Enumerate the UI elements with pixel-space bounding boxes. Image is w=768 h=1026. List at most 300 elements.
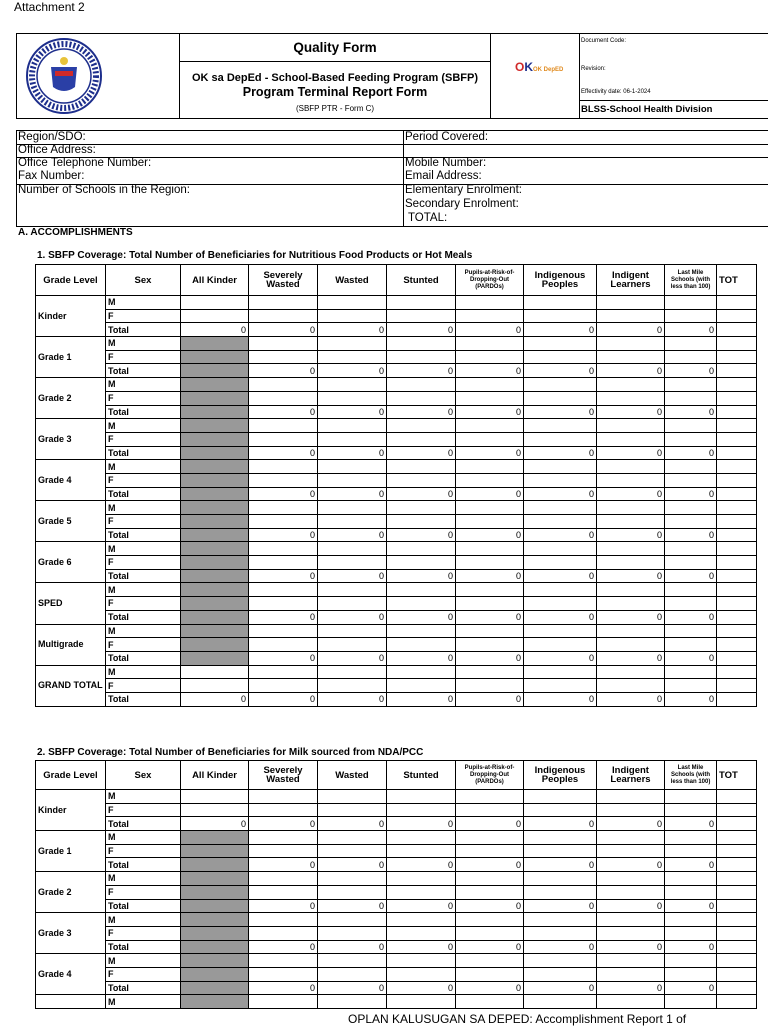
value-cell[interactable] xyxy=(249,831,318,845)
value-cell[interactable]: 0 xyxy=(387,981,456,995)
value-cell[interactable] xyxy=(181,624,249,638)
value-cell[interactable]: 0 xyxy=(524,817,597,831)
value-cell[interactable] xyxy=(524,337,597,351)
value-cell[interactable] xyxy=(524,995,597,1009)
value-cell[interactable] xyxy=(597,515,665,529)
value-cell[interactable] xyxy=(597,432,665,446)
value-cell[interactable]: 0 xyxy=(318,981,387,995)
value-cell[interactable] xyxy=(597,954,665,968)
value-cell[interactable] xyxy=(181,296,249,310)
value-cell[interactable] xyxy=(181,790,249,804)
value-cell[interactable]: 0 xyxy=(456,487,524,501)
value-cell[interactable] xyxy=(456,624,524,638)
value-cell[interactable] xyxy=(717,926,757,940)
value-cell[interactable]: 0 xyxy=(665,858,717,872)
value-cell[interactable] xyxy=(524,350,597,364)
value-cell[interactable] xyxy=(717,309,757,323)
value-cell[interactable] xyxy=(524,831,597,845)
value-cell[interactable] xyxy=(456,583,524,597)
value-cell[interactable] xyxy=(181,995,249,1009)
value-cell[interactable] xyxy=(456,473,524,487)
value-cell[interactable] xyxy=(387,872,456,886)
value-cell[interactable]: 0 xyxy=(524,446,597,460)
value-cell[interactable]: 0 xyxy=(597,446,665,460)
value-cell[interactable] xyxy=(665,460,717,474)
value-cell[interactable]: 0 xyxy=(249,528,318,542)
value-cell[interactable] xyxy=(387,337,456,351)
value-cell[interactable] xyxy=(597,501,665,515)
value-cell[interactable]: 0 xyxy=(249,446,318,460)
value-cell[interactable] xyxy=(181,872,249,886)
value-cell[interactable]: 0 xyxy=(249,569,318,583)
value-cell[interactable] xyxy=(665,432,717,446)
value-cell[interactable] xyxy=(318,432,387,446)
value-cell[interactable] xyxy=(597,831,665,845)
value-cell[interactable] xyxy=(249,391,318,405)
value-cell[interactable]: 0 xyxy=(249,692,318,706)
value-cell[interactable] xyxy=(717,323,757,337)
value-cell[interactable] xyxy=(387,803,456,817)
value-cell[interactable]: 0 xyxy=(524,899,597,913)
value-cell[interactable] xyxy=(318,995,387,1009)
value-cell[interactable] xyxy=(456,337,524,351)
value-cell[interactable] xyxy=(387,665,456,679)
value-cell[interactable] xyxy=(717,954,757,968)
value-cell[interactable] xyxy=(524,926,597,940)
value-cell[interactable] xyxy=(249,378,318,392)
value-cell[interactable] xyxy=(181,831,249,845)
value-cell[interactable] xyxy=(318,885,387,899)
value-cell[interactable] xyxy=(318,913,387,927)
value-cell[interactable]: 0 xyxy=(456,446,524,460)
value-cell[interactable] xyxy=(387,583,456,597)
value-cell[interactable]: 0 xyxy=(181,323,249,337)
value-cell[interactable] xyxy=(665,556,717,570)
value-cell[interactable]: 0 xyxy=(597,651,665,665)
value-cell[interactable] xyxy=(318,844,387,858)
value-cell[interactable]: 0 xyxy=(387,817,456,831)
value-cell[interactable]: 0 xyxy=(387,323,456,337)
value-cell[interactable]: 0 xyxy=(665,364,717,378)
value-cell[interactable]: 0 xyxy=(249,323,318,337)
value-cell[interactable]: 0 xyxy=(387,569,456,583)
value-cell[interactable]: 0 xyxy=(456,610,524,624)
value-cell[interactable]: 0 xyxy=(665,940,717,954)
value-cell[interactable] xyxy=(597,597,665,611)
value-cell[interactable] xyxy=(318,501,387,515)
value-cell[interactable]: 0 xyxy=(665,692,717,706)
value-cell[interactable] xyxy=(524,309,597,323)
value-cell[interactable] xyxy=(665,337,717,351)
value-cell[interactable] xyxy=(181,610,249,624)
value-cell[interactable] xyxy=(387,309,456,323)
value-cell[interactable] xyxy=(717,419,757,433)
value-cell[interactable] xyxy=(717,872,757,886)
value-cell[interactable] xyxy=(597,638,665,652)
value-cell[interactable] xyxy=(665,790,717,804)
value-cell[interactable]: 0 xyxy=(318,858,387,872)
value-cell[interactable]: 0 xyxy=(318,528,387,542)
value-cell[interactable] xyxy=(249,844,318,858)
value-cell[interactable] xyxy=(524,624,597,638)
value-cell[interactable] xyxy=(387,391,456,405)
value-cell[interactable] xyxy=(717,817,757,831)
value-cell[interactable] xyxy=(456,391,524,405)
value-cell[interactable]: 0 xyxy=(597,981,665,995)
value-cell[interactable] xyxy=(181,364,249,378)
value-cell[interactable] xyxy=(665,638,717,652)
value-cell[interactable]: 0 xyxy=(387,487,456,501)
value-cell[interactable] xyxy=(717,405,757,419)
value-cell[interactable] xyxy=(181,569,249,583)
value-cell[interactable] xyxy=(665,624,717,638)
value-cell[interactable] xyxy=(456,831,524,845)
value-cell[interactable] xyxy=(665,872,717,886)
value-cell[interactable] xyxy=(181,954,249,968)
value-cell[interactable] xyxy=(181,940,249,954)
value-cell[interactable]: 0 xyxy=(597,817,665,831)
value-cell[interactable] xyxy=(597,872,665,886)
value-cell[interactable]: 0 xyxy=(387,446,456,460)
value-cell[interactable] xyxy=(318,624,387,638)
value-cell[interactable]: 0 xyxy=(387,858,456,872)
value-cell[interactable] xyxy=(524,679,597,693)
value-cell[interactable] xyxy=(597,967,665,981)
value-cell[interactable] xyxy=(597,803,665,817)
value-cell[interactable] xyxy=(665,831,717,845)
value-cell[interactable] xyxy=(717,831,757,845)
value-cell[interactable] xyxy=(387,913,456,927)
value-cell[interactable] xyxy=(456,665,524,679)
value-cell[interactable] xyxy=(318,391,387,405)
value-cell[interactable]: 0 xyxy=(318,364,387,378)
value-cell[interactable] xyxy=(456,501,524,515)
value-cell[interactable]: 0 xyxy=(318,610,387,624)
value-cell[interactable] xyxy=(717,528,757,542)
value-cell[interactable] xyxy=(249,501,318,515)
value-cell[interactable]: 0 xyxy=(597,323,665,337)
value-cell[interactable]: 0 xyxy=(665,528,717,542)
value-cell[interactable] xyxy=(665,803,717,817)
value-cell[interactable] xyxy=(181,446,249,460)
value-cell[interactable] xyxy=(249,460,318,474)
value-cell[interactable]: 0 xyxy=(181,692,249,706)
value-cell[interactable] xyxy=(249,337,318,351)
value-cell[interactable]: 0 xyxy=(665,610,717,624)
value-cell[interactable]: 0 xyxy=(318,446,387,460)
value-cell[interactable] xyxy=(665,515,717,529)
value-cell[interactable]: 0 xyxy=(249,405,318,419)
value-cell[interactable]: 0 xyxy=(318,899,387,913)
value-cell[interactable] xyxy=(456,679,524,693)
value-cell[interactable]: 0 xyxy=(524,364,597,378)
value-cell[interactable]: 0 xyxy=(456,651,524,665)
value-cell[interactable]: 0 xyxy=(524,569,597,583)
value-cell[interactable] xyxy=(318,419,387,433)
value-cell[interactable] xyxy=(456,926,524,940)
value-cell[interactable] xyxy=(181,926,249,940)
value-cell[interactable]: 0 xyxy=(597,858,665,872)
value-cell[interactable] xyxy=(387,419,456,433)
value-cell[interactable]: 0 xyxy=(524,610,597,624)
value-cell[interactable] xyxy=(181,913,249,927)
value-cell[interactable] xyxy=(249,872,318,886)
value-cell[interactable] xyxy=(249,995,318,1009)
value-cell[interactable] xyxy=(456,872,524,886)
value-cell[interactable]: 0 xyxy=(249,899,318,913)
value-cell[interactable]: 0 xyxy=(456,817,524,831)
value-cell[interactable] xyxy=(597,679,665,693)
value-cell[interactable]: 0 xyxy=(665,651,717,665)
value-cell[interactable] xyxy=(456,515,524,529)
value-cell[interactable] xyxy=(665,967,717,981)
value-cell[interactable]: 0 xyxy=(387,899,456,913)
value-cell[interactable] xyxy=(597,844,665,858)
value-cell[interactable] xyxy=(387,831,456,845)
value-cell[interactable] xyxy=(456,995,524,1009)
value-cell[interactable] xyxy=(524,378,597,392)
value-cell[interactable] xyxy=(597,583,665,597)
value-cell[interactable]: 0 xyxy=(524,487,597,501)
value-cell[interactable] xyxy=(456,597,524,611)
value-cell[interactable] xyxy=(597,556,665,570)
value-cell[interactable]: 0 xyxy=(387,405,456,419)
value-cell[interactable]: 0 xyxy=(597,610,665,624)
value-cell[interactable] xyxy=(717,569,757,583)
value-cell[interactable] xyxy=(597,885,665,899)
value-cell[interactable]: 0 xyxy=(665,323,717,337)
value-cell[interactable] xyxy=(717,885,757,899)
value-cell[interactable] xyxy=(456,460,524,474)
value-cell[interactable]: 0 xyxy=(456,405,524,419)
value-cell[interactable] xyxy=(524,501,597,515)
value-cell[interactable] xyxy=(717,296,757,310)
value-cell[interactable] xyxy=(597,542,665,556)
value-cell[interactable] xyxy=(665,926,717,940)
value-cell[interactable]: 0 xyxy=(318,569,387,583)
value-cell[interactable] xyxy=(456,803,524,817)
value-cell[interactable] xyxy=(318,296,387,310)
value-cell[interactable] xyxy=(456,967,524,981)
value-cell[interactable] xyxy=(717,350,757,364)
value-cell[interactable] xyxy=(717,858,757,872)
value-cell[interactable] xyxy=(717,651,757,665)
value-cell[interactable] xyxy=(717,981,757,995)
value-cell[interactable] xyxy=(387,597,456,611)
value-cell[interactable] xyxy=(318,460,387,474)
value-cell[interactable] xyxy=(387,624,456,638)
value-cell[interactable] xyxy=(717,337,757,351)
value-cell[interactable] xyxy=(387,350,456,364)
value-cell[interactable]: 0 xyxy=(249,981,318,995)
value-cell[interactable] xyxy=(318,597,387,611)
value-cell[interactable] xyxy=(387,638,456,652)
value-cell[interactable] xyxy=(318,556,387,570)
value-cell[interactable]: 0 xyxy=(387,651,456,665)
value-cell[interactable] xyxy=(717,692,757,706)
value-cell[interactable] xyxy=(456,844,524,858)
value-cell[interactable] xyxy=(318,515,387,529)
value-cell[interactable]: 0 xyxy=(318,405,387,419)
value-cell[interactable] xyxy=(665,679,717,693)
value-cell[interactable] xyxy=(249,665,318,679)
value-cell[interactable] xyxy=(181,844,249,858)
value-cell[interactable] xyxy=(181,679,249,693)
value-cell[interactable] xyxy=(717,364,757,378)
value-cell[interactable] xyxy=(318,665,387,679)
value-cell[interactable] xyxy=(597,309,665,323)
value-cell[interactable] xyxy=(181,350,249,364)
value-cell[interactable] xyxy=(717,583,757,597)
value-cell[interactable] xyxy=(524,967,597,981)
value-cell[interactable] xyxy=(524,583,597,597)
value-cell[interactable] xyxy=(524,296,597,310)
value-cell[interactable]: 0 xyxy=(524,692,597,706)
value-cell[interactable]: 0 xyxy=(456,981,524,995)
value-cell[interactable] xyxy=(456,913,524,927)
value-cell[interactable] xyxy=(387,556,456,570)
value-cell[interactable] xyxy=(665,844,717,858)
value-cell[interactable] xyxy=(524,638,597,652)
value-cell[interactable] xyxy=(181,583,249,597)
value-cell[interactable] xyxy=(597,391,665,405)
value-cell[interactable] xyxy=(318,954,387,968)
value-cell[interactable] xyxy=(318,542,387,556)
value-cell[interactable] xyxy=(665,378,717,392)
value-cell[interactable] xyxy=(597,913,665,927)
value-cell[interactable] xyxy=(249,432,318,446)
value-cell[interactable] xyxy=(717,542,757,556)
value-cell[interactable] xyxy=(524,954,597,968)
value-cell[interactable] xyxy=(181,419,249,433)
value-cell[interactable] xyxy=(665,542,717,556)
value-cell[interactable] xyxy=(181,858,249,872)
value-cell[interactable] xyxy=(597,296,665,310)
value-cell[interactable]: 0 xyxy=(318,487,387,501)
value-cell[interactable] xyxy=(665,954,717,968)
value-cell[interactable] xyxy=(249,885,318,899)
value-cell[interactable]: 0 xyxy=(318,692,387,706)
value-cell[interactable] xyxy=(717,638,757,652)
value-cell[interactable] xyxy=(249,515,318,529)
value-cell[interactable]: 0 xyxy=(318,651,387,665)
value-cell[interactable] xyxy=(597,350,665,364)
value-cell[interactable] xyxy=(456,309,524,323)
value-cell[interactable]: 0 xyxy=(524,981,597,995)
value-cell[interactable] xyxy=(456,419,524,433)
value-cell[interactable] xyxy=(524,542,597,556)
value-cell[interactable] xyxy=(249,913,318,927)
value-cell[interactable]: 0 xyxy=(249,364,318,378)
value-cell[interactable] xyxy=(181,460,249,474)
value-cell[interactable] xyxy=(249,419,318,433)
value-cell[interactable]: 0 xyxy=(665,405,717,419)
value-cell[interactable]: 0 xyxy=(597,487,665,501)
value-cell[interactable] xyxy=(318,378,387,392)
value-cell[interactable] xyxy=(524,844,597,858)
value-cell[interactable] xyxy=(387,844,456,858)
value-cell[interactable] xyxy=(181,803,249,817)
value-cell[interactable] xyxy=(524,790,597,804)
value-cell[interactable] xyxy=(717,899,757,913)
value-cell[interactable] xyxy=(181,391,249,405)
value-cell[interactable] xyxy=(524,432,597,446)
value-cell[interactable] xyxy=(665,473,717,487)
value-cell[interactable] xyxy=(597,624,665,638)
value-cell[interactable] xyxy=(318,638,387,652)
value-cell[interactable] xyxy=(717,790,757,804)
value-cell[interactable] xyxy=(181,981,249,995)
value-cell[interactable] xyxy=(665,665,717,679)
value-cell[interactable]: 0 xyxy=(456,692,524,706)
value-cell[interactable] xyxy=(597,665,665,679)
value-cell[interactable] xyxy=(249,926,318,940)
value-cell[interactable] xyxy=(665,296,717,310)
value-cell[interactable] xyxy=(717,501,757,515)
value-cell[interactable] xyxy=(717,679,757,693)
value-cell[interactable] xyxy=(524,460,597,474)
value-cell[interactable]: 0 xyxy=(597,569,665,583)
value-cell[interactable]: 0 xyxy=(456,940,524,954)
value-cell[interactable] xyxy=(318,926,387,940)
value-cell[interactable] xyxy=(181,885,249,899)
value-cell[interactable] xyxy=(249,309,318,323)
value-cell[interactable]: 0 xyxy=(597,899,665,913)
value-cell[interactable] xyxy=(456,885,524,899)
value-cell[interactable]: 0 xyxy=(249,858,318,872)
value-cell[interactable] xyxy=(597,926,665,940)
value-cell[interactable]: 0 xyxy=(456,323,524,337)
value-cell[interactable] xyxy=(717,487,757,501)
value-cell[interactable] xyxy=(249,624,318,638)
value-cell[interactable] xyxy=(597,337,665,351)
value-cell[interactable]: 0 xyxy=(456,569,524,583)
value-cell[interactable] xyxy=(717,460,757,474)
value-cell[interactable]: 0 xyxy=(665,981,717,995)
value-cell[interactable]: 0 xyxy=(249,651,318,665)
value-cell[interactable] xyxy=(249,350,318,364)
value-cell[interactable]: 0 xyxy=(387,610,456,624)
value-cell[interactable] xyxy=(717,473,757,487)
value-cell[interactable] xyxy=(717,446,757,460)
value-cell[interactable] xyxy=(597,995,665,1009)
value-cell[interactable]: 0 xyxy=(665,487,717,501)
value-cell[interactable] xyxy=(318,679,387,693)
value-cell[interactable] xyxy=(318,473,387,487)
value-cell[interactable] xyxy=(387,967,456,981)
value-cell[interactable]: 0 xyxy=(387,528,456,542)
value-cell[interactable] xyxy=(387,473,456,487)
value-cell[interactable] xyxy=(318,967,387,981)
value-cell[interactable] xyxy=(318,309,387,323)
value-cell[interactable] xyxy=(318,831,387,845)
value-cell[interactable]: 0 xyxy=(665,446,717,460)
value-cell[interactable]: 0 xyxy=(524,651,597,665)
value-cell[interactable] xyxy=(387,378,456,392)
value-cell[interactable]: 0 xyxy=(249,817,318,831)
value-cell[interactable] xyxy=(597,473,665,487)
value-cell[interactable]: 0 xyxy=(524,528,597,542)
value-cell[interactable] xyxy=(717,624,757,638)
value-cell[interactable] xyxy=(665,419,717,433)
value-cell[interactable]: 0 xyxy=(665,817,717,831)
value-cell[interactable] xyxy=(524,885,597,899)
value-cell[interactable]: 0 xyxy=(597,692,665,706)
value-cell[interactable] xyxy=(249,556,318,570)
value-cell[interactable] xyxy=(524,597,597,611)
value-cell[interactable] xyxy=(181,665,249,679)
value-cell[interactable] xyxy=(524,665,597,679)
